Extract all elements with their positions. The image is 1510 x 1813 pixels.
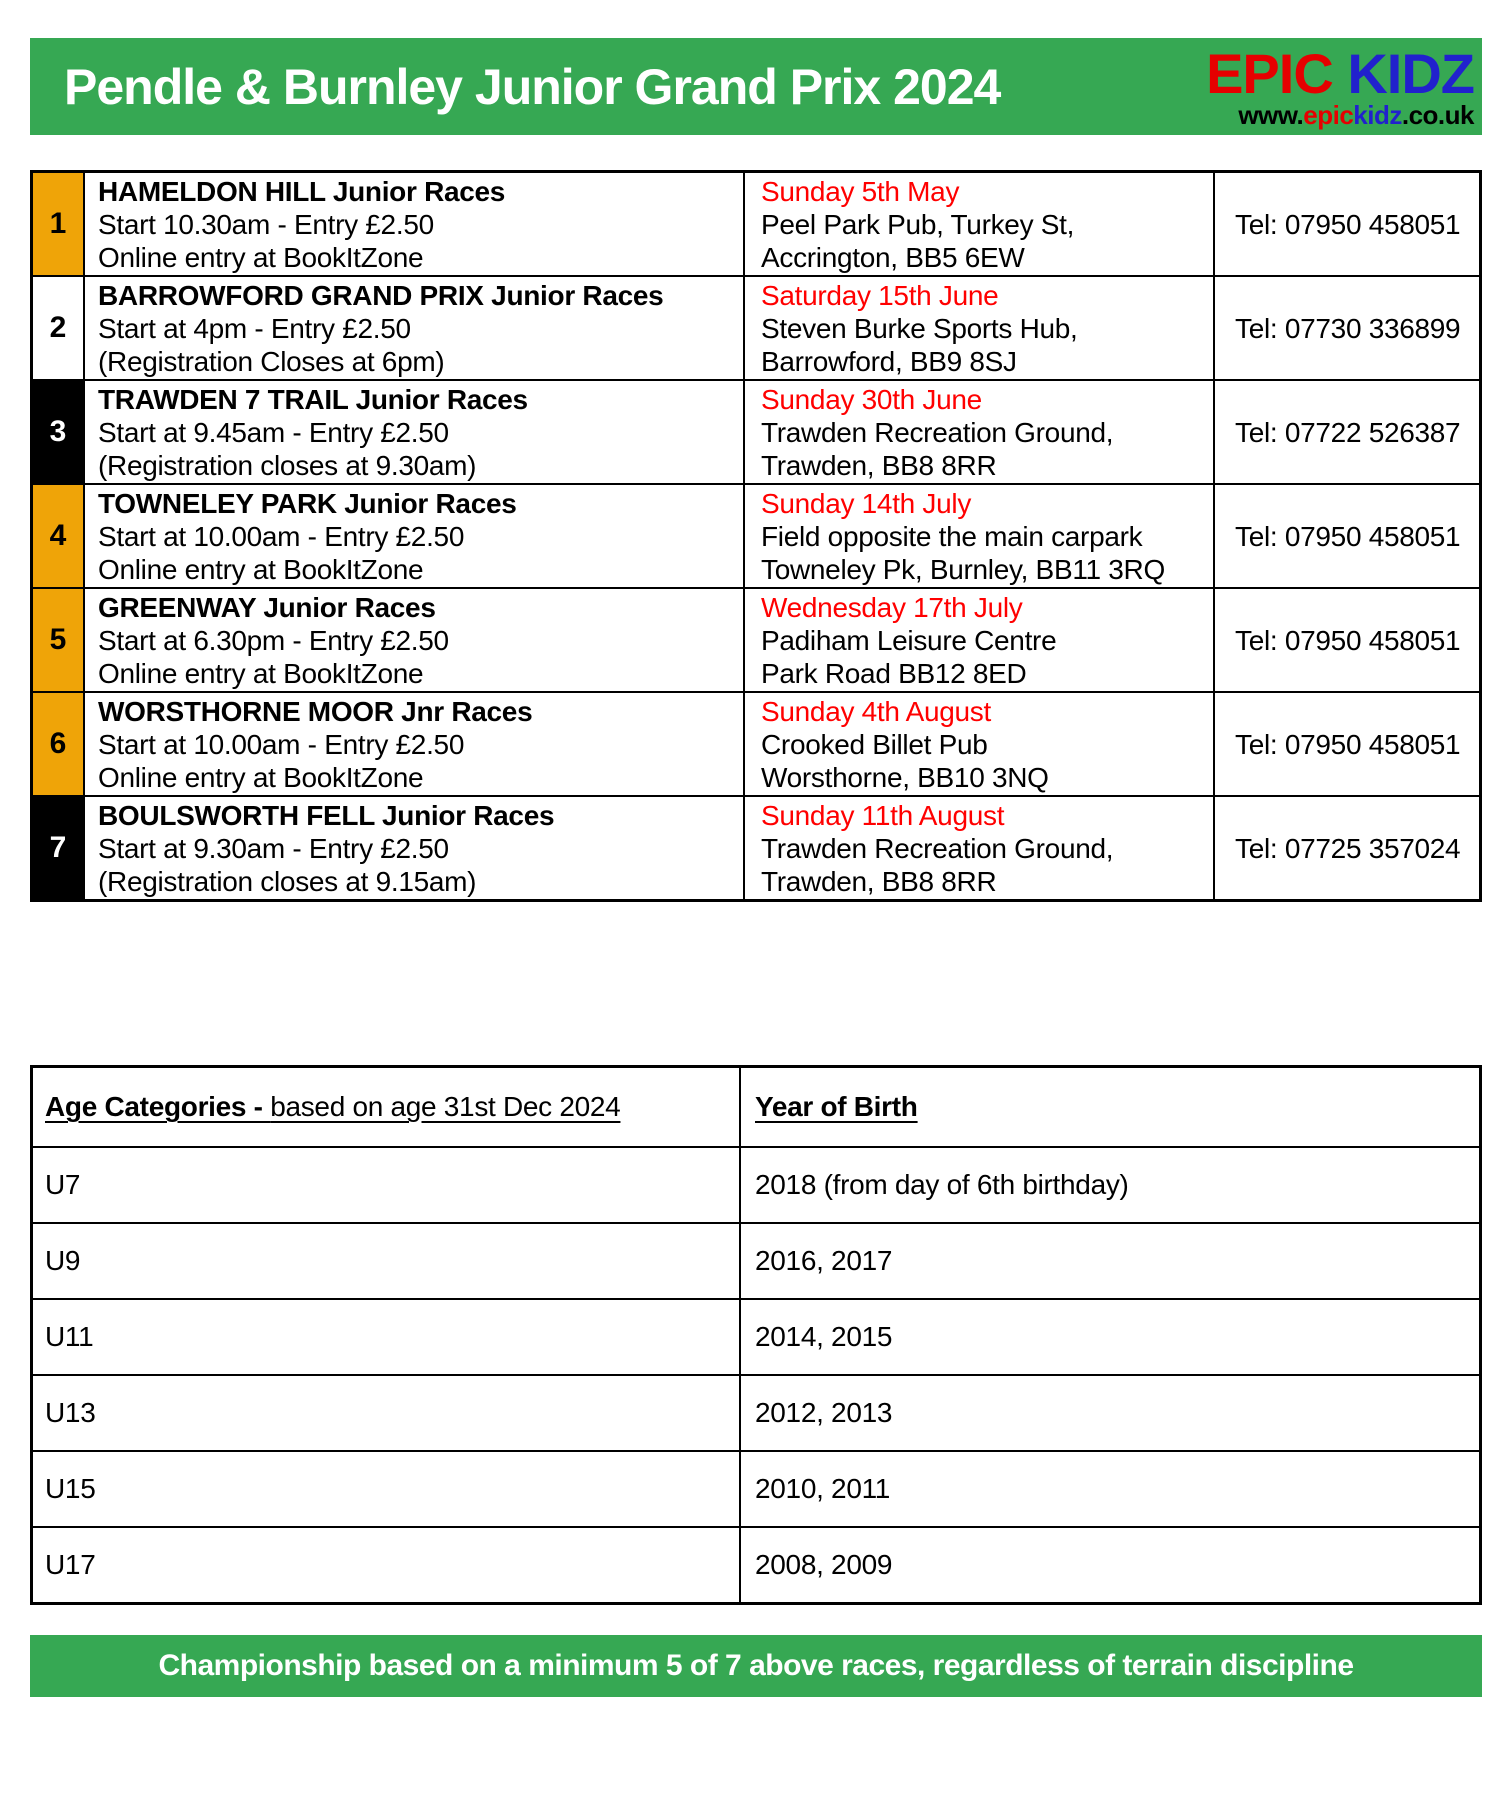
race-address-line2: Park Road BB12 8ED xyxy=(761,657,1027,689)
race-contact-cell xyxy=(1215,797,1479,899)
race-address-line2: Worsthorne, BB10 3NQ xyxy=(761,761,1049,793)
header-banner xyxy=(30,38,1482,135)
race-date-location-cell xyxy=(745,277,1215,379)
race-date-location-cell xyxy=(745,173,1215,275)
race-address-line2: Towneley Pk, Burnley, BB11 3RQ xyxy=(761,553,1165,585)
race-address-line1: Field opposite the main carpark xyxy=(761,520,1143,552)
footer-banner xyxy=(30,1635,1482,1697)
race-description-cell xyxy=(85,381,745,483)
race-contact-cell xyxy=(1215,277,1479,379)
race-date: Saturday 15th June xyxy=(761,279,999,311)
logo-word-kidz: KIDZ xyxy=(1332,41,1474,105)
logo-url-www: www. xyxy=(1238,99,1304,130)
race-address-line1: Steven Burke Sports Hub, xyxy=(761,312,1078,344)
race-telephone: Tel: 07730 336899 xyxy=(1235,312,1461,344)
race-date-location-cell xyxy=(745,693,1215,795)
birth-years-cell: 2016, 2017 xyxy=(755,1245,893,1276)
logo-url-epic: epic xyxy=(1303,99,1354,130)
poster-page xyxy=(30,38,1482,1697)
epickidz-logo xyxy=(1206,41,1482,130)
race-start-info: Start at 6.30pm - Entry £2.50 xyxy=(98,624,449,656)
race-description-cell xyxy=(85,277,745,379)
table-row xyxy=(33,587,1479,691)
race-name: HAMELDON HILL Junior Races xyxy=(98,175,506,207)
race-start-info: Start at 9.30am - Entry £2.50 xyxy=(98,832,449,864)
table-row xyxy=(33,379,1479,483)
race-telephone: Tel: 07950 458051 xyxy=(1235,520,1461,552)
race-number-cell: 6 xyxy=(33,693,85,795)
race-telephone: Tel: 07725 357024 xyxy=(1235,832,1461,864)
race-start-info: Start at 10.00am - Entry £2.50 xyxy=(98,520,465,552)
race-number-cell: 1 xyxy=(33,173,85,275)
race-name: WORSTHORNE MOOR Jnr Races xyxy=(98,695,533,727)
table-row xyxy=(33,1526,1479,1602)
table-row xyxy=(33,795,1479,899)
age-categories-table xyxy=(30,1065,1482,1605)
race-number-cell: 3 xyxy=(33,381,85,483)
race-contact-cell xyxy=(1215,173,1479,275)
year-of-birth-header-text: Year of Birth xyxy=(755,1091,918,1122)
birth-years-cell: 2014, 2015 xyxy=(755,1321,893,1352)
logo-wordmark xyxy=(1206,41,1474,105)
race-entry-info: (Registration closes at 9.15am) xyxy=(98,865,477,897)
race-contact-cell xyxy=(1215,381,1479,483)
birth-years-cell: 2012, 2013 xyxy=(755,1397,893,1428)
birth-years-cell: 2010, 2011 xyxy=(755,1473,891,1504)
table-row xyxy=(33,275,1479,379)
race-description-cell xyxy=(85,693,745,795)
race-start-info: Start at 10.00am - Entry £2.50 xyxy=(98,728,465,760)
table-row xyxy=(33,1450,1479,1526)
race-entry-info: Online entry at BookItZone xyxy=(98,241,424,273)
age-category-cell: U7 xyxy=(33,1148,741,1222)
race-description-cell xyxy=(85,485,745,587)
race-date-location-cell xyxy=(745,589,1215,691)
table-row xyxy=(33,1222,1479,1298)
race-contact-cell xyxy=(1215,589,1479,691)
race-date: Sunday 11th August xyxy=(761,799,1005,831)
birth-years-cell: 2008, 2009 xyxy=(755,1549,893,1580)
race-telephone: Tel: 07722 526387 xyxy=(1235,416,1461,448)
race-start-info: Start at 4pm - Entry £2.50 xyxy=(98,312,411,344)
race-description-cell xyxy=(85,173,745,275)
race-address-line1: Padiham Leisure Centre xyxy=(761,624,1057,656)
race-date: Wednesday 17th July xyxy=(761,591,1023,623)
race-address-line1: Peel Park Pub, Turkey St, xyxy=(761,208,1075,240)
race-contact-cell xyxy=(1215,485,1479,587)
championship-note: Championship based on a minimum 5 of 7 above races, regardless of terrain discipline xyxy=(158,1649,1354,1682)
age-category-cell: U15 xyxy=(33,1452,741,1526)
age-categories-header-rest: based on age 31st Dec 2024 xyxy=(270,1091,621,1122)
race-name: GREENWAY Junior Races xyxy=(98,591,436,623)
race-date-location-cell xyxy=(745,381,1215,483)
race-date: Sunday 4th August xyxy=(761,695,991,727)
table-row xyxy=(33,173,1479,275)
race-address-line2: Accrington, BB5 6EW xyxy=(761,241,1025,273)
race-date: Sunday 14th July xyxy=(761,487,972,519)
race-description-cell xyxy=(85,797,745,899)
race-number-cell: 2 xyxy=(33,277,85,379)
race-description-cell xyxy=(85,589,745,691)
race-telephone: Tel: 07950 458051 xyxy=(1235,624,1461,656)
race-start-info: Start 10.30am - Entry £2.50 xyxy=(98,208,434,240)
table-row xyxy=(33,1146,1479,1222)
race-start-info: Start at 9.45am - Entry £2.50 xyxy=(98,416,449,448)
table-row xyxy=(33,483,1479,587)
race-name: TRAWDEN 7 TRAIL Junior Races xyxy=(98,383,528,415)
race-date: Sunday 5th May xyxy=(761,175,960,207)
race-address-line1: Crooked Billet Pub xyxy=(761,728,988,760)
race-date-location-cell xyxy=(745,797,1215,899)
race-number-cell: 4 xyxy=(33,485,85,587)
race-entry-info: Online entry at BookItZone xyxy=(98,761,424,793)
race-schedule-table xyxy=(30,170,1482,902)
race-address-line1: Trawden Recreation Ground, xyxy=(761,416,1114,448)
race-address-line2: Trawden, BB8 8RR xyxy=(761,449,997,481)
race-date-location-cell xyxy=(745,485,1215,587)
race-telephone: Tel: 07950 458051 xyxy=(1235,728,1461,760)
age-category-cell: U17 xyxy=(33,1528,741,1602)
race-name: TOWNELEY PARK Junior Races xyxy=(98,487,517,519)
race-address-line2: Barrowford, BB9 8SJ xyxy=(761,345,1017,377)
table-row xyxy=(33,1374,1479,1450)
age-categories-header-bold: Age Categories - xyxy=(45,1091,271,1122)
race-name: BARROWFORD GRAND PRIX Junior Races xyxy=(98,279,664,311)
age-category-cell: U9 xyxy=(33,1224,741,1298)
race-number-cell: 7 xyxy=(33,797,85,899)
race-date: Sunday 30th June xyxy=(761,383,982,415)
logo-word-epic: EPIC xyxy=(1206,41,1333,105)
birth-years-cell: 2018 (from day of 6th birthday) xyxy=(755,1169,1129,1200)
year-of-birth-header-cell xyxy=(741,1068,1479,1146)
race-entry-info: (Registration closes at 9.30am) xyxy=(98,449,477,481)
age-categories-header-text xyxy=(45,1091,620,1123)
age-table-header-row xyxy=(33,1068,1479,1146)
race-address-line1: Trawden Recreation Ground, xyxy=(761,832,1114,864)
age-category-cell: U11 xyxy=(33,1300,741,1374)
table-row xyxy=(33,691,1479,795)
race-address-line2: Trawden, BB8 8RR xyxy=(761,865,997,897)
race-entry-info: Online entry at BookItZone xyxy=(98,553,424,585)
logo-url-couk: .co.uk xyxy=(1401,99,1474,130)
logo-url-kidz: kidz xyxy=(1353,99,1402,130)
race-contact-cell xyxy=(1215,693,1479,795)
age-category-cell: U13 xyxy=(33,1376,741,1450)
logo-website-url xyxy=(1206,99,1474,130)
race-name: BOULSWORTH FELL Junior Races xyxy=(98,799,555,831)
race-number-cell: 5 xyxy=(33,589,85,691)
age-categories-header-cell xyxy=(33,1068,741,1146)
race-entry-info: (Registration Closes at 6pm) xyxy=(98,345,445,377)
page-title: Pendle & Burnley Junior Grand Prix 2024 xyxy=(64,58,1001,115)
race-entry-info: Online entry at BookItZone xyxy=(98,657,424,689)
race-telephone: Tel: 07950 458051 xyxy=(1235,208,1461,240)
table-row xyxy=(33,1298,1479,1374)
